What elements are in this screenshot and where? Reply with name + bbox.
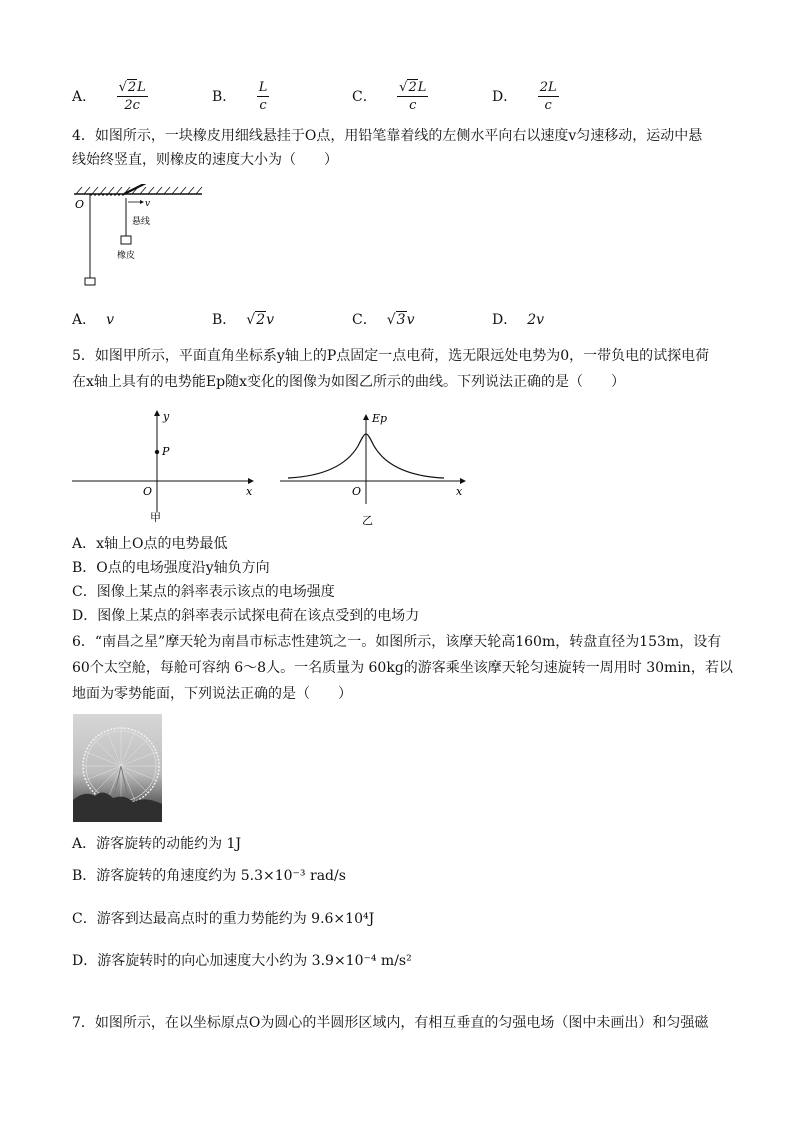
q6-option-b: B．游客旋转的角速度约为 5.3×10⁻³ rad/s [72,868,346,884]
eraser [121,236,131,244]
q6-option-a: A．游客旋转的动能约为 1J [72,836,242,852]
ferris-wheel-icon [73,714,162,822]
label-x: x [246,485,253,498]
figure-yi [280,412,466,527]
label-x: x [456,485,463,498]
q5-option-c: C．图像上某点的斜率表示该点的电场强度 [72,584,335,600]
q6-stem-line2: 60个太空舱，每舱可容纳 6～8人。一名质量为 60kg的游客乘坐该摩天轮匀速旋转一周用时 30min，若以 [72,660,733,676]
label-string: 悬线 [132,217,151,227]
q4-option-d: D． 2v [492,312,545,328]
charge-p [155,450,159,454]
ferris-wheel-photo [73,714,162,822]
q5-option-a: A．x轴上O点的电势最低 [72,536,228,552]
q5-stem-line2: 在x轴上具有的电势能Ep随x变化的图像为如图乙所示的曲线。下列说法正确的是（ ） [72,374,625,390]
label-v: v [145,199,151,209]
q4-stem-line2: 线始终竖直，则橡皮的速度大小为（ ） [72,152,338,168]
q7-stem-line1: 7．如图所示，在以坐标原点O为圆心的半圆形区域内，有相互垂直的匀强电场（图中未画出）和匀强磁 [72,1015,709,1031]
q5-option-d: D．图像上某点的斜率表示试探电荷在该点受到的电场力 [72,608,420,624]
label-eraser: 橡皮 [117,251,136,261]
caption-jia: 甲 [150,511,161,524]
figure-jia [72,410,254,524]
label-o: O [75,198,85,211]
fraction: $\frac{√2L}{c}$ [399,80,427,113]
q4-option-c: C． √3v [352,312,415,328]
q6-option-c: C．游客到达最高点时的重力势能约为 9.6×10⁴J [72,911,375,927]
option-letter: B． [212,88,237,105]
label-p: P [162,445,170,458]
option-letter: D． [492,88,518,105]
arrowhead [140,200,144,204]
q6-option-d: D．游客旋转时的向心加速度大小约为 3.9×10⁻⁴ m/s² [72,953,412,969]
label-y: y [163,410,170,423]
fraction: $\frac{2L}{c}$ [539,80,557,113]
ceiling-hatch [76,187,202,194]
fraction: $\frac{√2L}{2c}$ [118,80,146,113]
option-letter: C． [352,88,377,105]
q4-stem-line1: 4．如图所示，一块橡皮用细线悬挂于O点，用铅笔靠着线的左侧水平向右以速度v匀速移动，运动中悬 [72,128,703,144]
q3-option-b [212,80,269,113]
q5-stem-line1: 5．如图甲所示，平面直角坐标系y轴上的P点固定一点电荷，选无限远处电势为0，一带负电的试探电荷 [72,348,710,364]
label-ep: Ep [372,412,388,425]
caption-yi: 乙 [362,514,373,527]
q5-option-b: B．O点的电场强度沿y轴负方向 [72,560,270,576]
q3-option-d [492,80,559,113]
eraser-initial [85,278,95,285]
label-o: O [352,485,362,498]
label-o: O [143,485,153,498]
q4-figure [72,184,212,290]
option-letter: A． [72,88,97,105]
q6-stem-line1: 6．“南昌之星”摩天轮为南昌市标志性建筑之一。如图所示，该摩天轮高160m，转盘直径为153m，设有 [72,634,722,650]
q5-figures [68,408,478,532]
q3-option-a [72,80,148,113]
fraction: $\frac{L}{c}$ [258,80,268,113]
q4-option-a: A． v [72,312,115,328]
q3-option-c [352,80,428,113]
q4-option-b: B． √2v [212,312,275,328]
q6-stem-line3: 地面为零势能面，下列说法正确的是（ ） [72,686,352,702]
